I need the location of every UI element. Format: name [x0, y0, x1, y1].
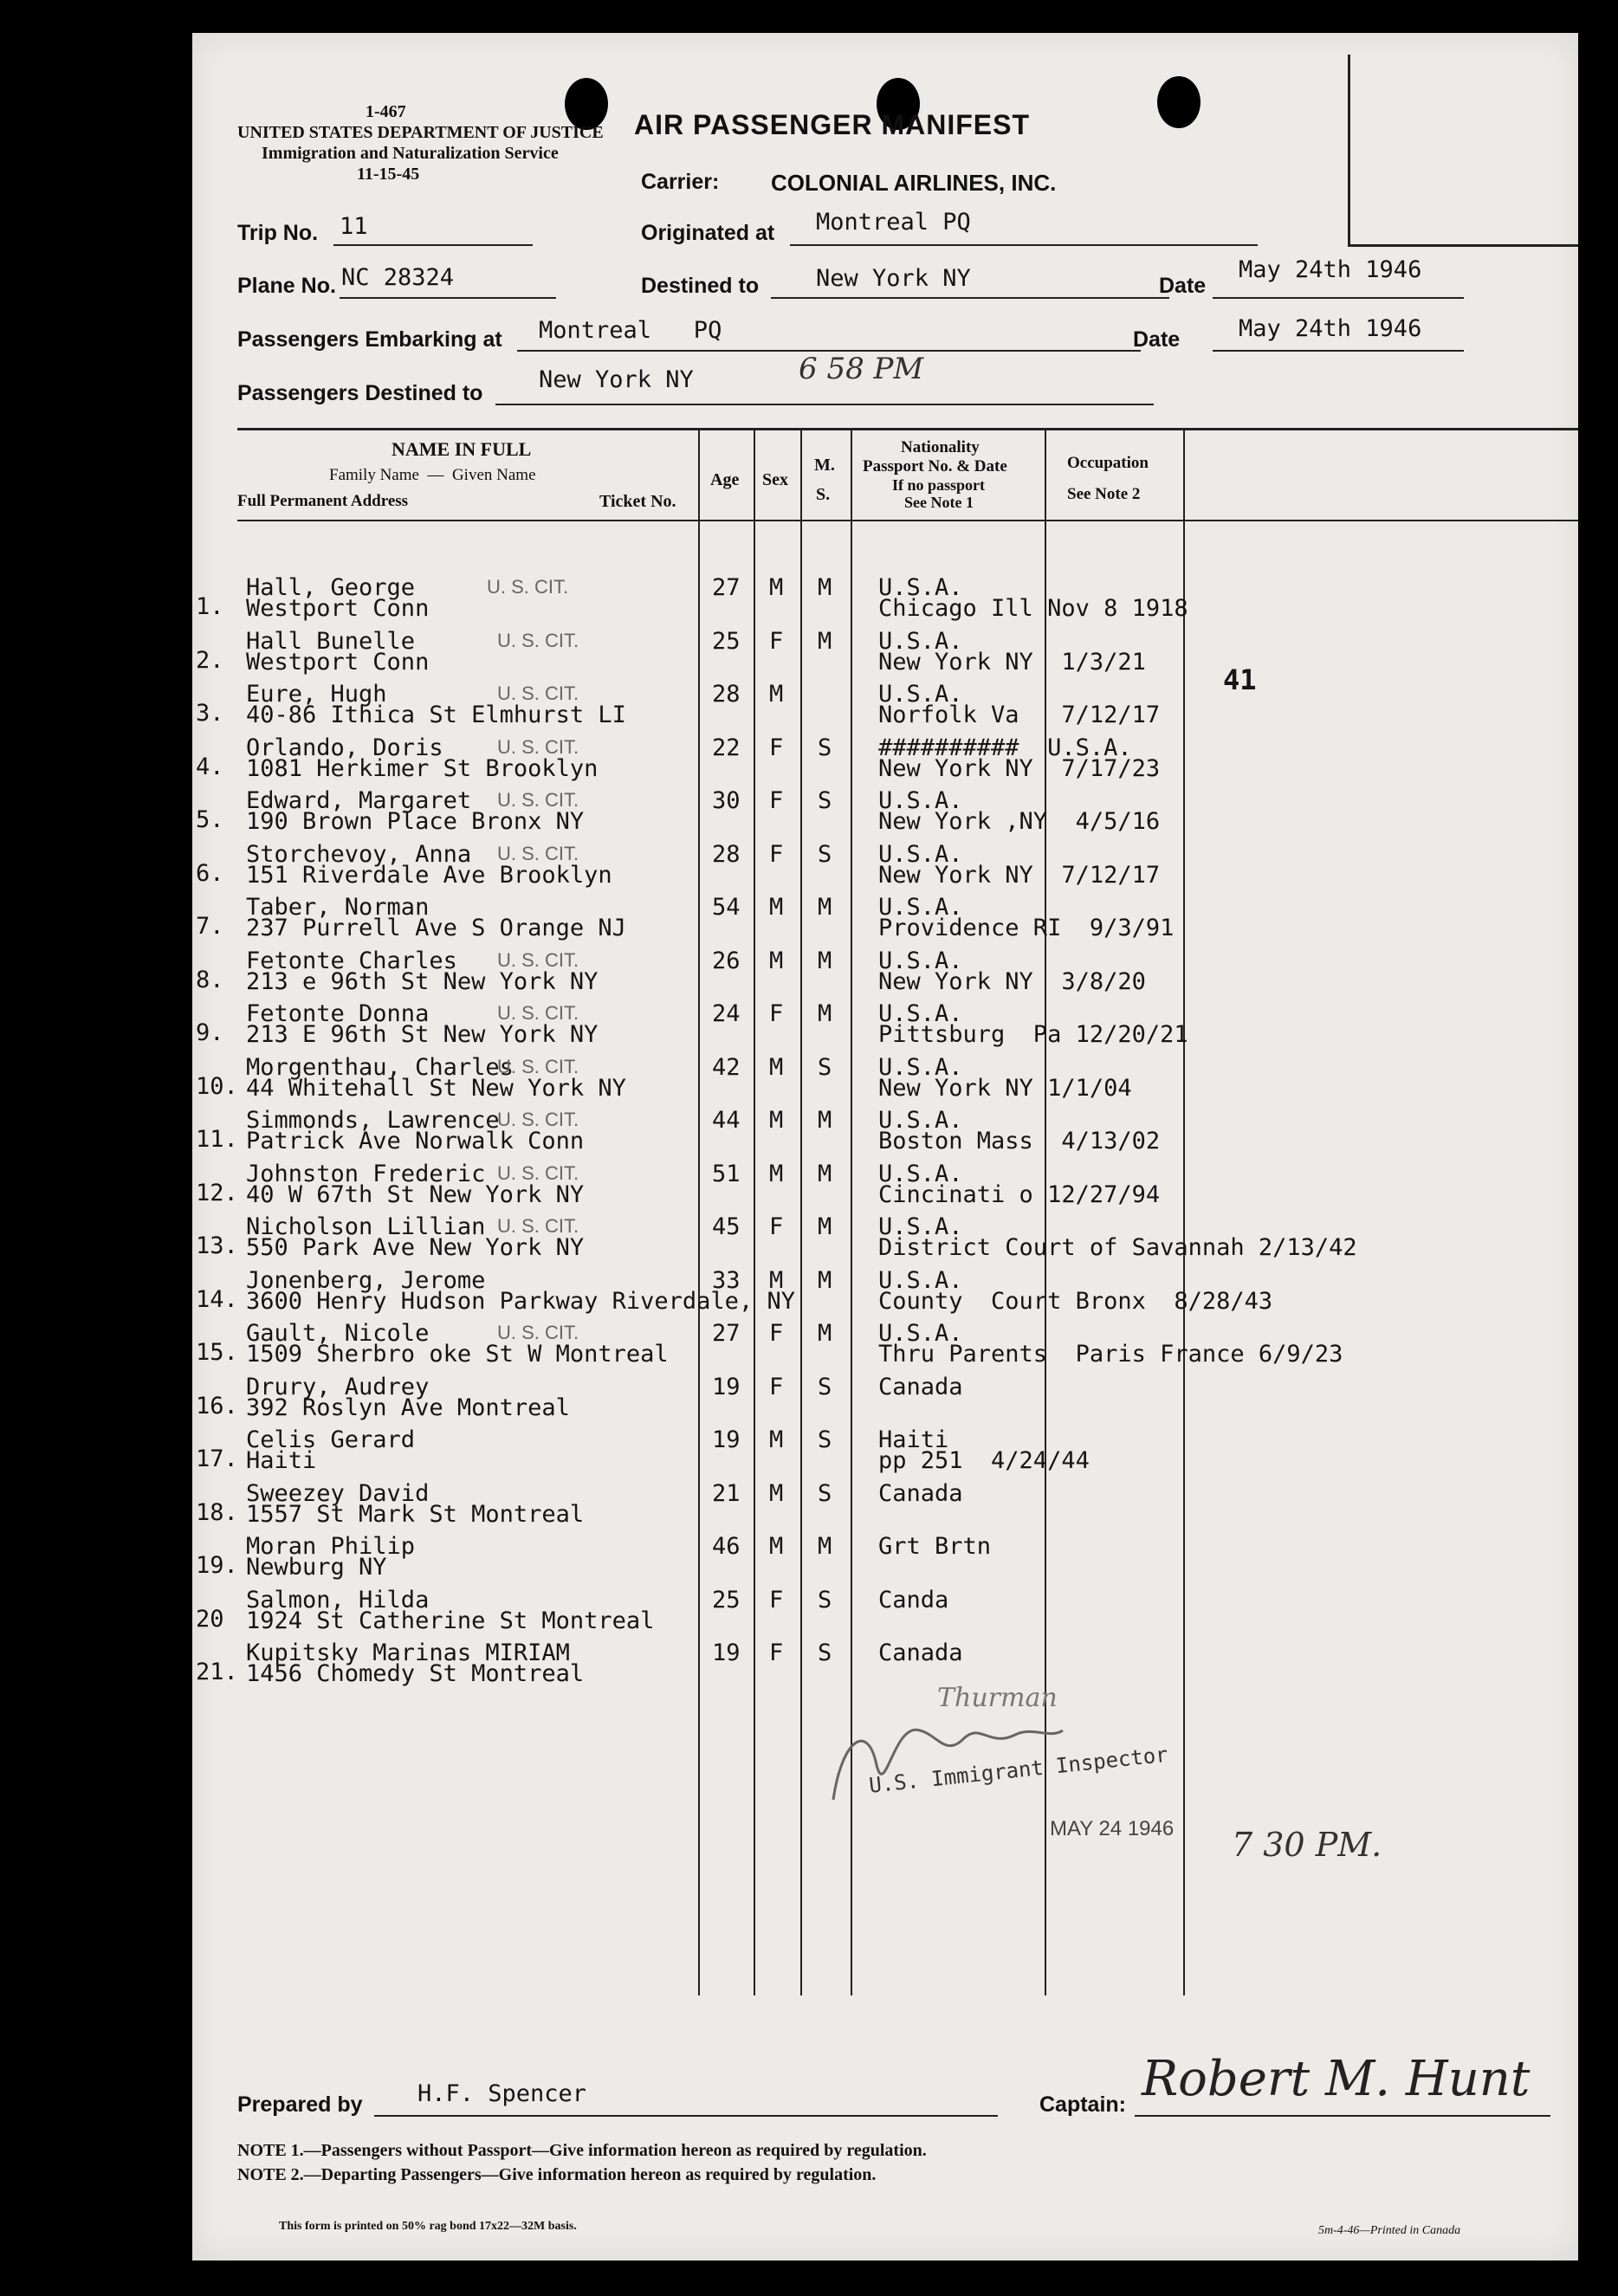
destined-underline [771, 297, 1169, 299]
citizen-stamp: U. S. CIT. [497, 948, 579, 971]
corner-bracket [1348, 244, 1578, 247]
passenger-name: Sweezey David [246, 1479, 430, 1507]
passenger-name: Edward, Margaret [246, 787, 472, 814]
row-number: 9. [196, 1019, 224, 1046]
row-number: 16. [196, 1392, 238, 1420]
passenger-nationality: Grt Brtn [878, 1533, 992, 1560]
passenger-sex: M [769, 1160, 784, 1187]
passenger-age: 25 [712, 627, 741, 655]
passenger-sex: F [769, 1586, 784, 1614]
passenger-address: Patrick Ave Norwalk Conn [246, 1128, 585, 1154]
trip-label: Trip No. [237, 221, 319, 245]
corner-bracket [1348, 55, 1350, 245]
department: UNITED STATES DEPARTMENT OF JUSTICE [237, 123, 604, 142]
punch-hole [1157, 76, 1201, 128]
passenger-passport: Norfolk Va 7/12/17 [878, 702, 1161, 728]
passenger-age: 27 [712, 574, 741, 601]
col-ticket: Ticket No. [599, 492, 676, 511]
passenger-nationality: ########## U.S.A. [878, 734, 1132, 761]
col-nat-3: If no passport [892, 476, 986, 494]
passenger-sex: F [769, 1213, 784, 1240]
manifest-page [192, 33, 1578, 2260]
row-number: 21. [196, 1659, 238, 1685]
passenger-marital: S [818, 840, 832, 868]
passenger-name: Nicholson Lillian [246, 1213, 486, 1240]
carrier-label: Carrier: [641, 170, 720, 194]
passenger-age: 28 [712, 681, 741, 708]
count-note: 41 [1223, 663, 1257, 696]
passenger-passport: New York ,NY 4/5/16 [878, 808, 1161, 835]
trip-value: 11 [340, 213, 368, 240]
passenger-passport: Providence RI 9/3/91 [878, 915, 1175, 941]
passenger-name: Kupitsky Marinas MIRIAM [246, 1640, 570, 1666]
passenger-nationality: U.S.A. [878, 840, 963, 868]
citizen-stamp: U. S. CIT. [497, 789, 579, 811]
passenger-age: 21 [712, 1479, 741, 1507]
passenger-nationality: U.S.A. [878, 1160, 963, 1187]
row-number: 3. [196, 700, 224, 727]
passenger-sex: M [769, 1533, 784, 1560]
passenger-nationality: U.S.A. [878, 627, 963, 655]
note-1: NOTE 1.—Passengers without Passport—Give information hereon as required by regulation. [237, 2141, 927, 2160]
passenger-sex: M [769, 1426, 784, 1453]
passenger-sex: F [769, 1640, 784, 1666]
destined-label: Destined to [641, 274, 760, 298]
passenger-age: 28 [712, 840, 741, 868]
passenger-age: 42 [712, 1053, 741, 1081]
passenger-name: Johnston Frederic [246, 1160, 486, 1187]
passenger-nationality: U.S.A. [878, 894, 963, 921]
passenger-address: 550 Park Ave New York NY [246, 1234, 585, 1261]
col-occ-2: See Note 2 [1067, 485, 1141, 503]
plane-value: NC 28324 [341, 264, 455, 291]
passenger-sex: F [769, 1320, 784, 1347]
passenger-sex: M [769, 894, 784, 921]
passenger-nationality: U.S.A. [878, 1000, 963, 1027]
row-number: 2. [196, 646, 224, 674]
passenger-name: Morgenthau, Charles [246, 1053, 514, 1081]
passenger-address: 392 Roslyn Ave Montreal [246, 1394, 570, 1421]
passenger-age: 44 [712, 1107, 741, 1134]
row-number: 19. [196, 1552, 238, 1579]
passenger-passport: County Court Bronx 8/28/43 [878, 1287, 1273, 1315]
passenger-age: 27 [712, 1320, 741, 1347]
citizen-stamp: U. S. CIT. [497, 1109, 579, 1130]
passenger-marital: M [818, 1213, 832, 1240]
passenger-sex: M [769, 574, 784, 601]
passenger-sex: F [769, 840, 784, 868]
passenger-passport: Pittsburg Pa 12/20/21 [878, 1021, 1188, 1048]
col-nat-1: Nationality [901, 438, 980, 456]
passenger-nationality: Canada [878, 1373, 963, 1400]
passenger-sex: M [769, 1107, 784, 1134]
passenger-name: Eure, Hugh [246, 681, 387, 708]
passenger-address: Westport Conn [246, 595, 430, 622]
destined-value: New York NY [816, 265, 971, 292]
passenger-age: 54 [712, 894, 741, 921]
passenger-address: Newburg NY [246, 1554, 387, 1581]
row-number: 5. [196, 806, 224, 833]
passenger-marital: S [818, 1640, 832, 1666]
passenger-name: Orlando, Doris [246, 734, 443, 761]
passenger-age: 45 [712, 1213, 741, 1240]
passenger-sex: F [769, 627, 784, 655]
date-label-2: Date [1133, 327, 1181, 352]
citizen-stamp: U. S. CIT. [497, 1322, 579, 1343]
passenger-name: Jonenberg, Jerome [246, 1266, 486, 1294]
passenger-marital: M [818, 947, 832, 974]
passenger-passport: New York NY 3/8/20 [878, 967, 1146, 995]
passenger-passport: pp 251 4/24/44 [878, 1447, 1090, 1474]
passenger-nationality: U.S.A. [878, 947, 963, 974]
row-number: 18. [196, 1498, 238, 1526]
passenger-sex: M [769, 1479, 784, 1507]
passenger-name: Fetonte Charles [246, 947, 457, 974]
service: Immigration and Naturalization Service [262, 144, 559, 163]
passenger-marital: S [818, 1373, 832, 1400]
row-number: 15. [196, 1339, 238, 1366]
passenger-age: 19 [712, 1640, 741, 1666]
passenger-age: 51 [712, 1160, 741, 1187]
row-number: 4. [196, 753, 224, 780]
passenger-name: Fetonte Donna [246, 1000, 430, 1027]
table-top-rule [237, 428, 1578, 430]
passenger-name: Moran Philip [246, 1533, 416, 1560]
passenger-marital: M [818, 1000, 832, 1027]
inspector-stamp-date: MAY 24 1946 [1050, 1817, 1175, 1840]
passenger-nationality: U.S.A. [878, 574, 963, 601]
trip-underline [333, 244, 533, 246]
row-number: 10. [196, 1072, 238, 1100]
passenger-marital: M [818, 627, 832, 655]
row-number: 14. [196, 1285, 238, 1313]
passenger-age: 25 [712, 1586, 741, 1614]
passenger-address: 237 Purrell Ave S Orange NJ [246, 915, 626, 941]
table-header-rule [237, 520, 1578, 521]
date-value: May 24th 1946 [1239, 256, 1422, 283]
row-number: 6. [196, 859, 224, 887]
passenger-nationality: Canada [878, 1640, 963, 1666]
passenger-name: Drury, Audrey [246, 1373, 430, 1400]
passenger-address: 151 Riverdale Ave Brooklyn [246, 861, 612, 889]
col-occ-1: Occupation [1067, 454, 1149, 472]
row-number: 8. [196, 966, 224, 993]
passenger-age: 26 [712, 947, 741, 974]
note-2: NOTE 2.—Departing Passengers—Give information hereon as required by regulation. [237, 2165, 877, 2184]
col-divider [1183, 428, 1185, 1995]
passenger-marital: M [818, 1160, 832, 1187]
carrier-value: COLONIAL AIRLINES, INC. [771, 170, 1057, 196]
passenger-sex: F [769, 1373, 784, 1400]
passenger-marital: S [818, 1479, 832, 1507]
row-number: 11. [196, 1126, 238, 1153]
form-number: 1-467 [366, 102, 406, 121]
row-number: 13. [196, 1232, 238, 1259]
passenger-passport: New York NY 7/12/17 [878, 861, 1161, 889]
passenger-address: 1456 Chomedy St Montreal [246, 1660, 585, 1687]
passenger-age: 46 [712, 1533, 741, 1560]
passenger-address: 40 W 67th St New York NY [246, 1180, 585, 1208]
passenger-passport: Thru Parents Paris France 6/9/23 [878, 1341, 1343, 1368]
citizen-stamp: U. S. CIT. [497, 1002, 579, 1024]
citizen-stamp: U. S. CIT. [487, 576, 569, 598]
citizen-stamp: U. S. CIT. [497, 1161, 579, 1184]
col-divider [800, 428, 802, 1995]
passenger-marital: S [818, 787, 832, 814]
inspector-time: 7 30 PM. [1232, 1826, 1382, 1864]
passenger-address: 1557 St Mark St Montreal [246, 1500, 585, 1528]
passenger-age: 19 [712, 1426, 741, 1453]
passenger-nationality: U.S.A. [878, 787, 963, 814]
passenger-nationality: Canda [878, 1586, 949, 1614]
col-nat-2: Passport No. & Date [863, 457, 1007, 475]
passenger-name: Celis Gerard [246, 1426, 416, 1453]
form-date: 11-15-45 [357, 165, 420, 184]
passenger-address: 3600 Henry Hudson Parkway Riverdale, NY [246, 1287, 795, 1315]
embarking-value: Montreal PQ [539, 317, 722, 344]
passenger-name: Salmon, Hilda [246, 1586, 430, 1614]
date-label: Date [1159, 274, 1207, 298]
col-age: Age [710, 470, 740, 489]
passenger-sex: M [769, 681, 784, 708]
row-number: 20 [196, 1605, 224, 1633]
passenger-address: Haiti [246, 1447, 317, 1474]
citizen-stamp: U. S. CIT. [497, 1215, 579, 1237]
col-ms-2: S. [816, 485, 831, 504]
passenger-age: 22 [712, 734, 741, 761]
passenger-name: Hall Bunelle [246, 627, 416, 655]
originated-underline [790, 244, 1258, 246]
prepared-label: Prepared by [237, 2092, 363, 2117]
passenger-nationality: Haiti [878, 1426, 949, 1453]
plane-label: Plane No. [237, 274, 336, 298]
passenger-name: Gault, Nicole [246, 1320, 430, 1347]
passenger-address: 1924 St Catherine St Montreal [246, 1607, 655, 1634]
passenger-marital: S [818, 1426, 832, 1453]
captain-label: Captain: [1039, 2092, 1126, 2117]
date-value-2: May 24th 1946 [1239, 315, 1422, 342]
originated-value: Montreal PQ [816, 209, 971, 236]
date-underline [1213, 297, 1464, 299]
citizen-stamp: U. S. CIT. [497, 842, 579, 864]
passenger-passport: Cincinati o 12/27/94 [878, 1180, 1161, 1208]
prepared-underline [374, 2115, 998, 2117]
page-title: AIR PASSENGER MANIFEST [634, 109, 1030, 140]
passenger-address: 40-86 Ithica St Elmhurst LI [246, 702, 626, 728]
passenger-nationality: U.S.A. [878, 1320, 963, 1347]
passenger-nationality: Canada [878, 1479, 963, 1507]
passenger-nationality: U.S.A. [878, 1107, 963, 1134]
passenger-nationality: U.S.A. [878, 1053, 963, 1081]
date-underline-2 [1213, 350, 1464, 352]
row-number: 17. [196, 1446, 238, 1472]
print-code: 5m-4-46—Printed in Canada [1318, 2224, 1461, 2237]
pdestined-underline [495, 404, 1154, 405]
row-number: 12. [196, 1179, 238, 1206]
row-number: 7. [196, 913, 224, 940]
passenger-nationality: U.S.A. [878, 681, 963, 708]
passenger-marital: M [818, 1107, 832, 1134]
passenger-name: Simmonds, Lawrence [246, 1107, 500, 1134]
inspector-title: U.S. Immigrant Inspector [868, 1742, 1169, 1798]
arrival-note: 6 58 PM [799, 352, 924, 386]
pdestined-label: Passengers Destined to [237, 381, 483, 405]
passenger-sex: M [769, 947, 784, 974]
prepared-value: H.F. Spencer [417, 2080, 587, 2107]
passenger-marital: M [818, 1266, 832, 1294]
passenger-address: 1509 Sherbro oke St W Montreal [246, 1341, 669, 1368]
passenger-address: 1081 Herkimer St Brooklyn [246, 754, 599, 782]
passenger-sex: F [769, 734, 784, 761]
col-ms-1: M. [814, 456, 835, 475]
passenger-marital: M [818, 894, 832, 921]
passenger-sex: M [769, 1266, 784, 1294]
passenger-name: Hall, George [246, 574, 416, 601]
passenger-address: 213 E 96th St New York NY [246, 1021, 599, 1048]
punch-hole [565, 78, 608, 130]
passenger-marital: S [818, 1586, 832, 1614]
passenger-marital: S [818, 734, 832, 761]
passenger-age: 33 [712, 1266, 741, 1294]
passenger-address: 44 Whitehall St New York NY [246, 1074, 626, 1102]
embarking-label: Passengers Embarking at [237, 327, 502, 352]
citizen-stamp: U. S. CIT. [497, 629, 579, 651]
passenger-passport: District Court of Savannah 2/13/42 [878, 1234, 1357, 1261]
captain-signature: Robert M. Hunt [1142, 2051, 1531, 2107]
passenger-marital: M [818, 1533, 832, 1560]
passenger-age: 30 [712, 787, 741, 814]
passenger-name: Taber, Norman [246, 894, 430, 921]
passenger-address: 213 e 96th St New York NY [246, 967, 599, 995]
originated-label: Originated at [641, 221, 775, 245]
print-note: This form is printed on 50% rag bond 17x22—32M basis. [279, 2220, 577, 2233]
col-sex: Sex [762, 470, 788, 489]
passenger-name: Storchevoy, Anna [246, 840, 472, 868]
passenger-passport: New York NY 1/3/21 [878, 648, 1146, 676]
passenger-sex: F [769, 787, 784, 814]
col-address: Full Permanent Address [237, 492, 409, 510]
passenger-age: 24 [712, 1000, 741, 1027]
plane-underline [340, 297, 556, 299]
pdestined-value: New York NY [539, 366, 694, 393]
col-divider [698, 428, 700, 1995]
passenger-address: 190 Brown Place Bronx NY [246, 808, 585, 835]
citizen-stamp: U. S. CIT. [497, 1055, 579, 1077]
passenger-marital: S [818, 1053, 832, 1081]
passenger-nationality: U.S.A. [878, 1213, 963, 1240]
passenger-nationality: U.S.A. [878, 1266, 963, 1294]
inspector-signature-text: Thurman [937, 1683, 1058, 1713]
passenger-sex: M [769, 1053, 784, 1081]
passenger-marital: M [818, 1320, 832, 1347]
col-name-sub: Family Name — Given Name [329, 466, 536, 484]
captain-underline [1135, 2115, 1550, 2117]
passenger-passport: New York NY 1/1/04 [878, 1074, 1132, 1102]
citizen-stamp: U. S. CIT. [497, 735, 579, 758]
passenger-address: Westport Conn [246, 648, 430, 676]
col-name-title: NAME IN FULL [392, 438, 532, 460]
passenger-marital: M [818, 574, 832, 601]
passenger-sex: F [769, 1000, 784, 1027]
col-divider [754, 428, 755, 1995]
col-nat-4: See Note 1 [904, 494, 974, 511]
citizen-stamp: U. S. CIT. [497, 682, 579, 704]
passenger-passport: Boston Mass 4/13/02 [878, 1128, 1161, 1154]
passenger-age: 19 [712, 1373, 741, 1400]
passenger-passport: New York NY 7/17/23 [878, 754, 1161, 782]
row-number: 1. [196, 593, 224, 620]
passenger-passport: Chicago Ill Nov 8 1918 [878, 595, 1188, 622]
